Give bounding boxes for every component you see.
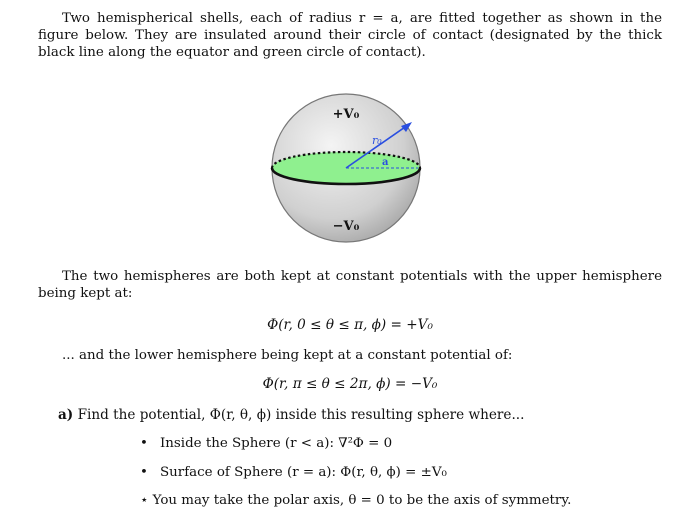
equation-lower-hemisphere: Φ(r, π ≤ θ ≤ 2π, ϕ) = −V₀ bbox=[262, 376, 438, 392]
intro-paragraph: Two hemispherical shells, each of radius r = a, are fitted together as shown in the figure below. They are insulated around their circle of contact (designated by the thick black line along the equator and green circle of contact). bbox=[38, 11, 662, 60]
question-a bbox=[58, 407, 524, 423]
bullet-dot-icon: • bbox=[140, 436, 148, 451]
bullet-text: Surface of Sphere (r = a): Φ(r, θ, ϕ) = ±V₀ bbox=[160, 465, 447, 480]
equation-upper-hemisphere: Φ(r, 0 ≤ θ ≤ π, ϕ) = +V₀ bbox=[267, 317, 433, 333]
symmetry-note: ⋆ You may take the polar axis, θ = 0 to be the axis of symmetry. bbox=[140, 493, 572, 508]
a-label: a bbox=[382, 157, 389, 168]
bullet-inside-sphere bbox=[140, 436, 392, 451]
question-a-text: Find the potential, Φ(r, θ, ϕ) inside this resulting sphere where... bbox=[77, 407, 525, 423]
lead-paragraph: The two hemispheres are both kept at constant potentials with the upper hemisphere being kept at: bbox=[38, 269, 662, 301]
bullet-surface-sphere bbox=[140, 465, 447, 480]
question-a-label: a) bbox=[58, 407, 74, 423]
bullet-dot-icon: • bbox=[140, 465, 148, 480]
sphere-figure bbox=[264, 88, 428, 248]
mid-paragraph: ... and the lower hemisphere being kept at a constant potential of: bbox=[62, 348, 513, 363]
upper-potential-label: +V₀ bbox=[332, 107, 360, 122]
radius-label: r₀ bbox=[372, 134, 382, 147]
lower-potential-label: −V₀ bbox=[332, 219, 360, 234]
bullet-text: Inside the Sphere (r < a): ∇²Φ = 0 bbox=[160, 436, 393, 451]
